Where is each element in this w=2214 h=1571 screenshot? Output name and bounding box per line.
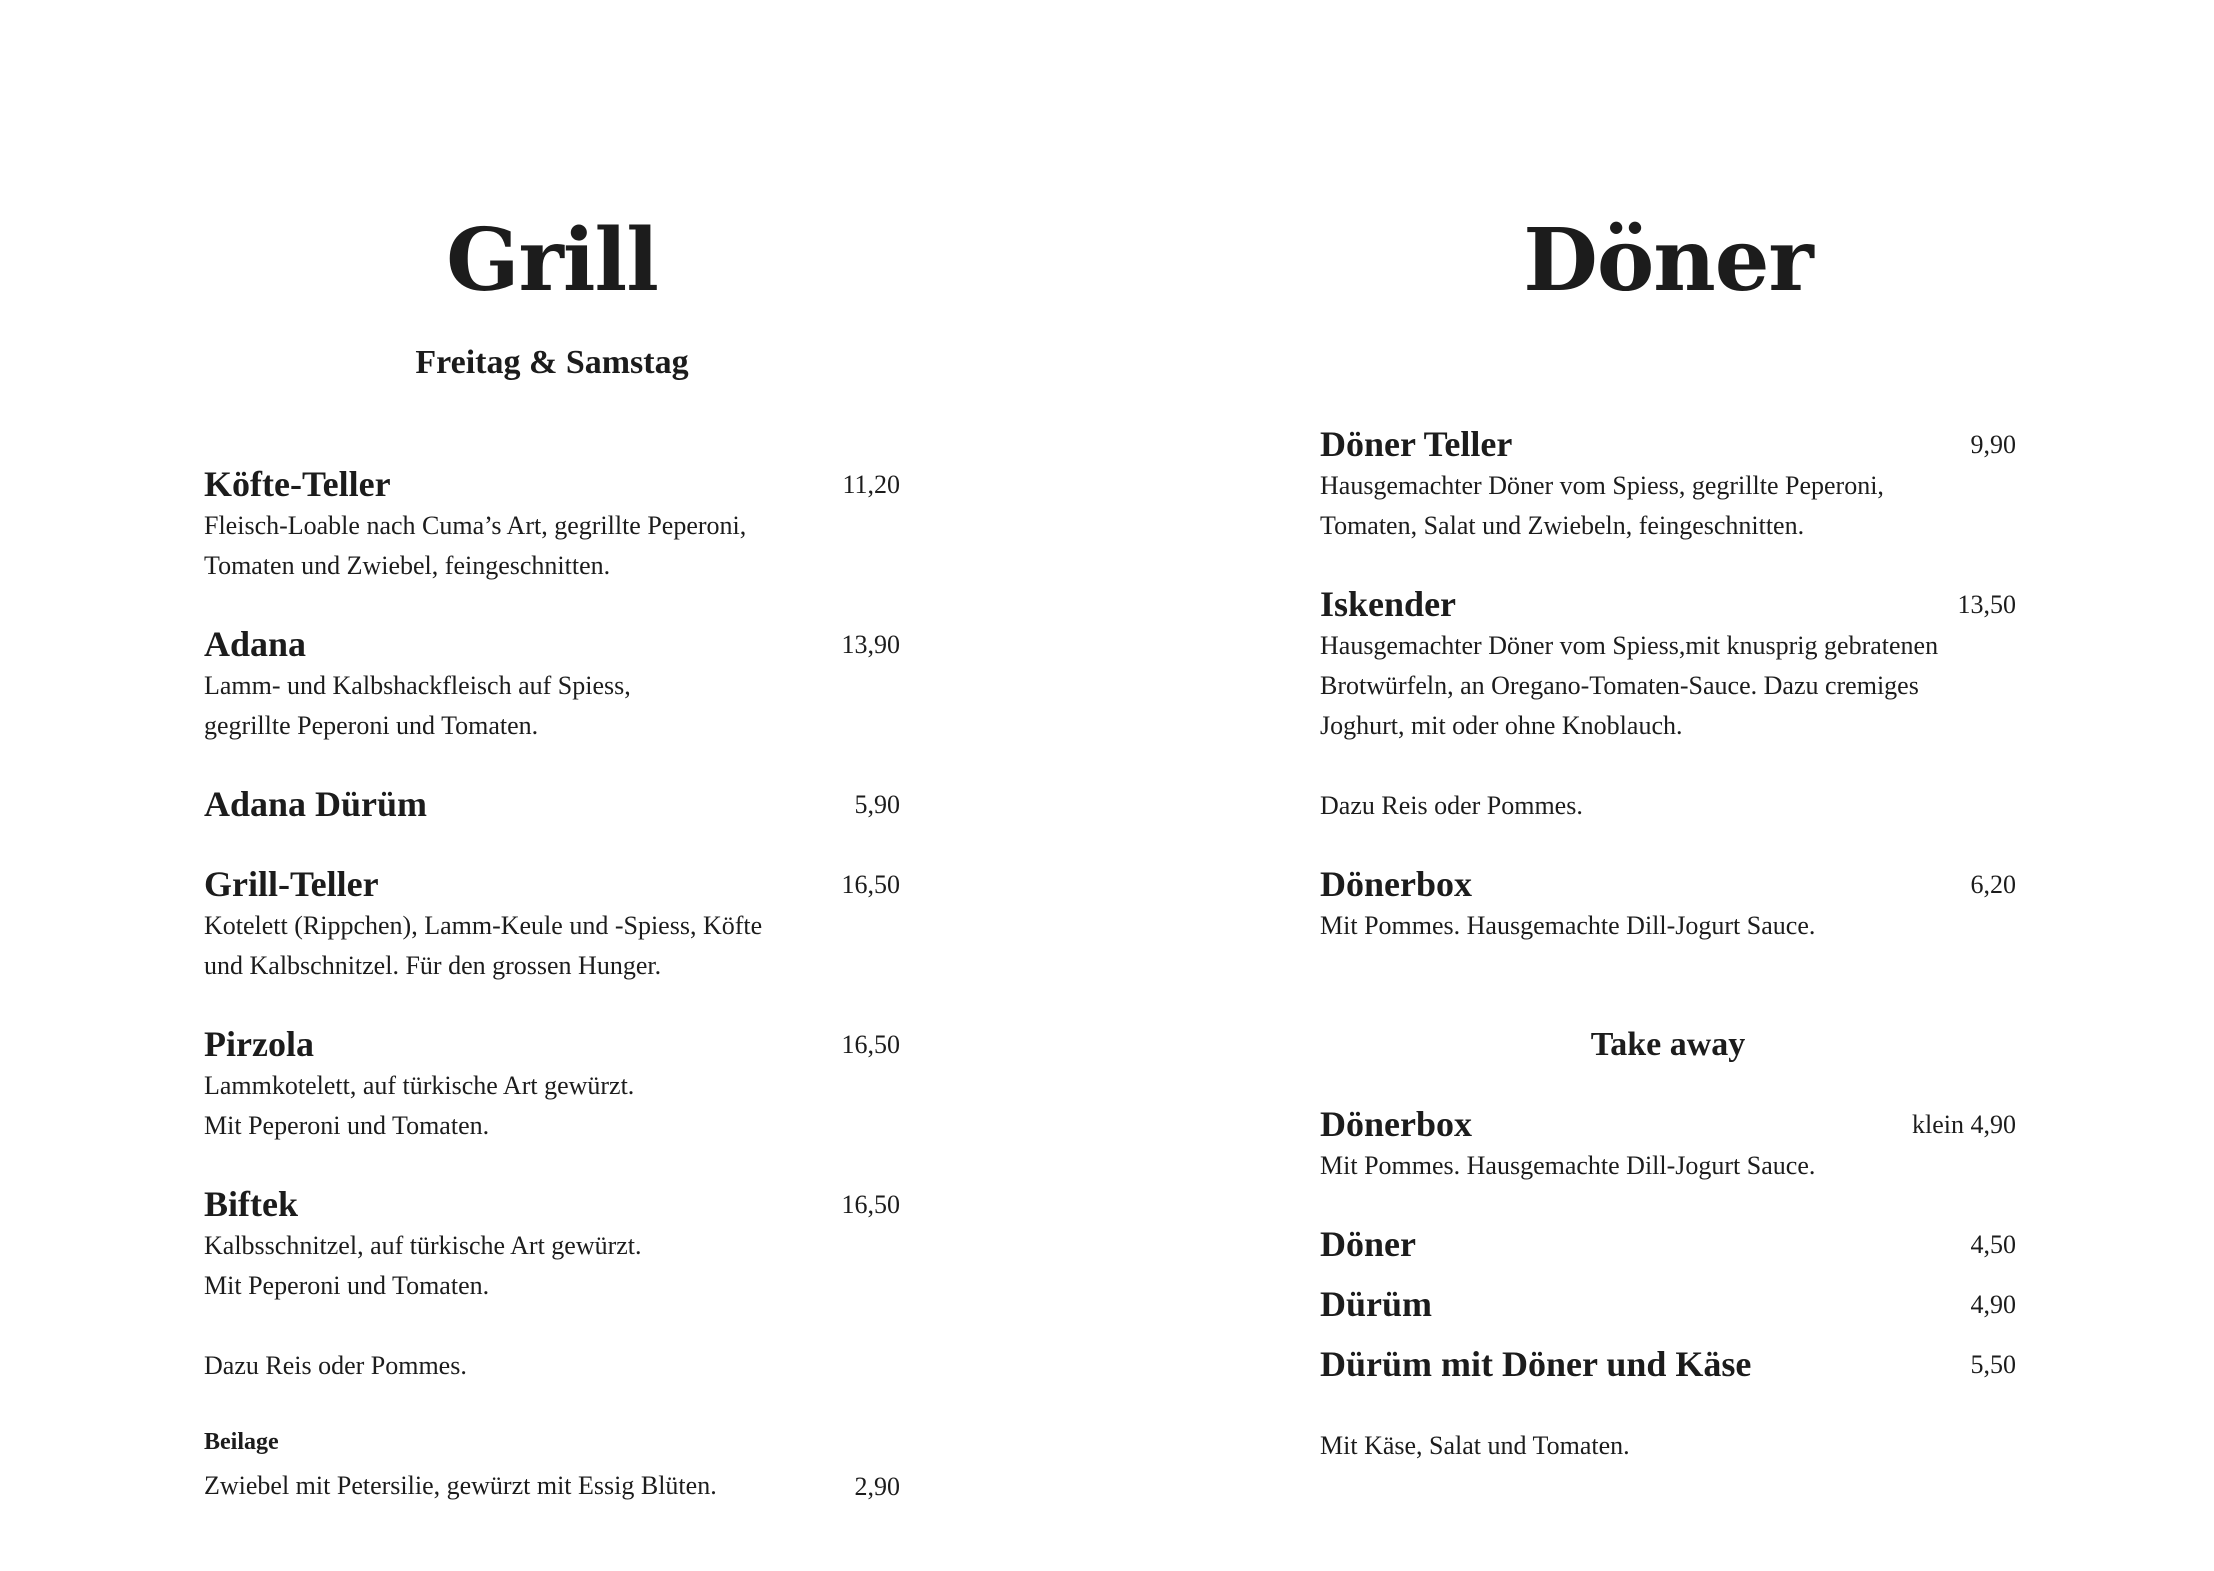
menu-item-price: klein 4,90 (1912, 1110, 2016, 1139)
menu-item-price: 11,20 (842, 470, 900, 499)
grill-subtitle: Freitag & Samstag (415, 344, 689, 381)
grill-side-note: Dazu Reis oder Pommes. (204, 1351, 467, 1380)
menu-item-description: Fleisch-Loable nach Cuma’s Art, gegrillte Peperoni, (204, 511, 747, 540)
doener-side-note: Dazu Reis oder Pommes. (1320, 791, 1583, 820)
menu-item-price: 6,20 (1970, 870, 2016, 899)
menu-item-description: Mit Pommes. Hausgemachte Dill-Jogurt Sauce. (1320, 1151, 1816, 1180)
menu-item-description: Mit Peperoni und Tomaten. (204, 1111, 490, 1140)
menu-item-price: 4,50 (1970, 1230, 2016, 1259)
menu-item-description: gegrillte Peperoni und Tomaten. (204, 711, 539, 740)
menu-item-description: Lammkotelett, auf türkische Art gewürzt. (204, 1071, 635, 1100)
menu-item-description: Mit Peperoni und Tomaten. (204, 1271, 490, 1300)
menu-item-description: Tomaten und Zwiebel, feingeschnitten. (204, 551, 611, 580)
menu-item-name: Döner Teller (1320, 424, 1513, 464)
menu-item-description: Hausgemachter Döner vom Spiess,mit knusprig gebratenen (1320, 631, 1939, 660)
menu-item-price: 16,50 (841, 1190, 900, 1219)
beilage-label: Beilage (204, 1429, 279, 1455)
menu-item-price: 13,50 (1957, 590, 2016, 619)
takeaway-note: Mit Käse, Salat und Tomaten. (1320, 1431, 1630, 1460)
menu-item-description: und Kalbschnitzel. Für den grossen Hunger. (204, 951, 662, 980)
menu-item-description: Joghurt, mit oder ohne Knoblauch. (1320, 711, 1683, 740)
doener-title: Döner (1523, 210, 1813, 311)
menu-item-name: Adana (204, 624, 307, 664)
grill-title: Grill (446, 210, 658, 311)
menu-item-name: Dönerbox (1320, 864, 1472, 904)
menu-item-description: Tomaten, Salat und Zwiebeln, feingeschnitten. (1320, 511, 1805, 540)
menu-item-description: Kotelett (Rippchen), Lamm-Keule und -Spiess, Köfte (204, 911, 763, 940)
menu-item-name: Iskender (1320, 584, 1457, 624)
menu-item-description: Brotwürfeln, an Oregano-Tomaten-Sauce. Dazu cremiges (1320, 671, 1919, 700)
menu-item-description: Mit Pommes. Hausgemachte Dill-Jogurt Sauce. (1320, 911, 1816, 940)
menu-item-name: Köfte-Teller (204, 464, 391, 504)
menu-item-name: Pirzola (204, 1024, 314, 1064)
menu-item-name: Dürüm mit Döner und Käse (1320, 1344, 1752, 1384)
menu-item-name: Adana Dürüm (204, 784, 428, 824)
menu-item-price: 5,90 (854, 790, 900, 819)
menu-item-price: 4,90 (1970, 1290, 2016, 1319)
menu-item-description: Kalbsschnitzel, auf türkische Art gewürzt. (204, 1231, 642, 1260)
menu-item-price: 16,50 (841, 870, 900, 899)
menu-item-description: Lamm- und Kalbshackfleisch auf Spiess, (204, 671, 631, 700)
menu-item-name: Dönerbox (1320, 1104, 1472, 1144)
menu-item-name: Grill-Teller (204, 864, 379, 904)
beilage-price: 2,90 (854, 1472, 900, 1501)
menu-item-description: Hausgemachter Döner vom Spiess, gegrillte Peperoni, (1320, 471, 1884, 500)
menu-item-name: Döner (1320, 1224, 1416, 1264)
menu-item-price: 9,90 (1970, 430, 2016, 459)
menu-item-price: 16,50 (841, 1030, 900, 1059)
menu-item-price: 13,90 (841, 630, 900, 659)
takeaway-title: Take away (1590, 1026, 1746, 1063)
menu-item-name: Biftek (204, 1184, 298, 1224)
menu-item-name: Dürüm (1320, 1284, 1433, 1324)
beilage-description: Zwiebel mit Petersilie, gewürzt mit Essig Blüten. (204, 1471, 717, 1500)
menu-item-price: 5,50 (1970, 1350, 2016, 1379)
